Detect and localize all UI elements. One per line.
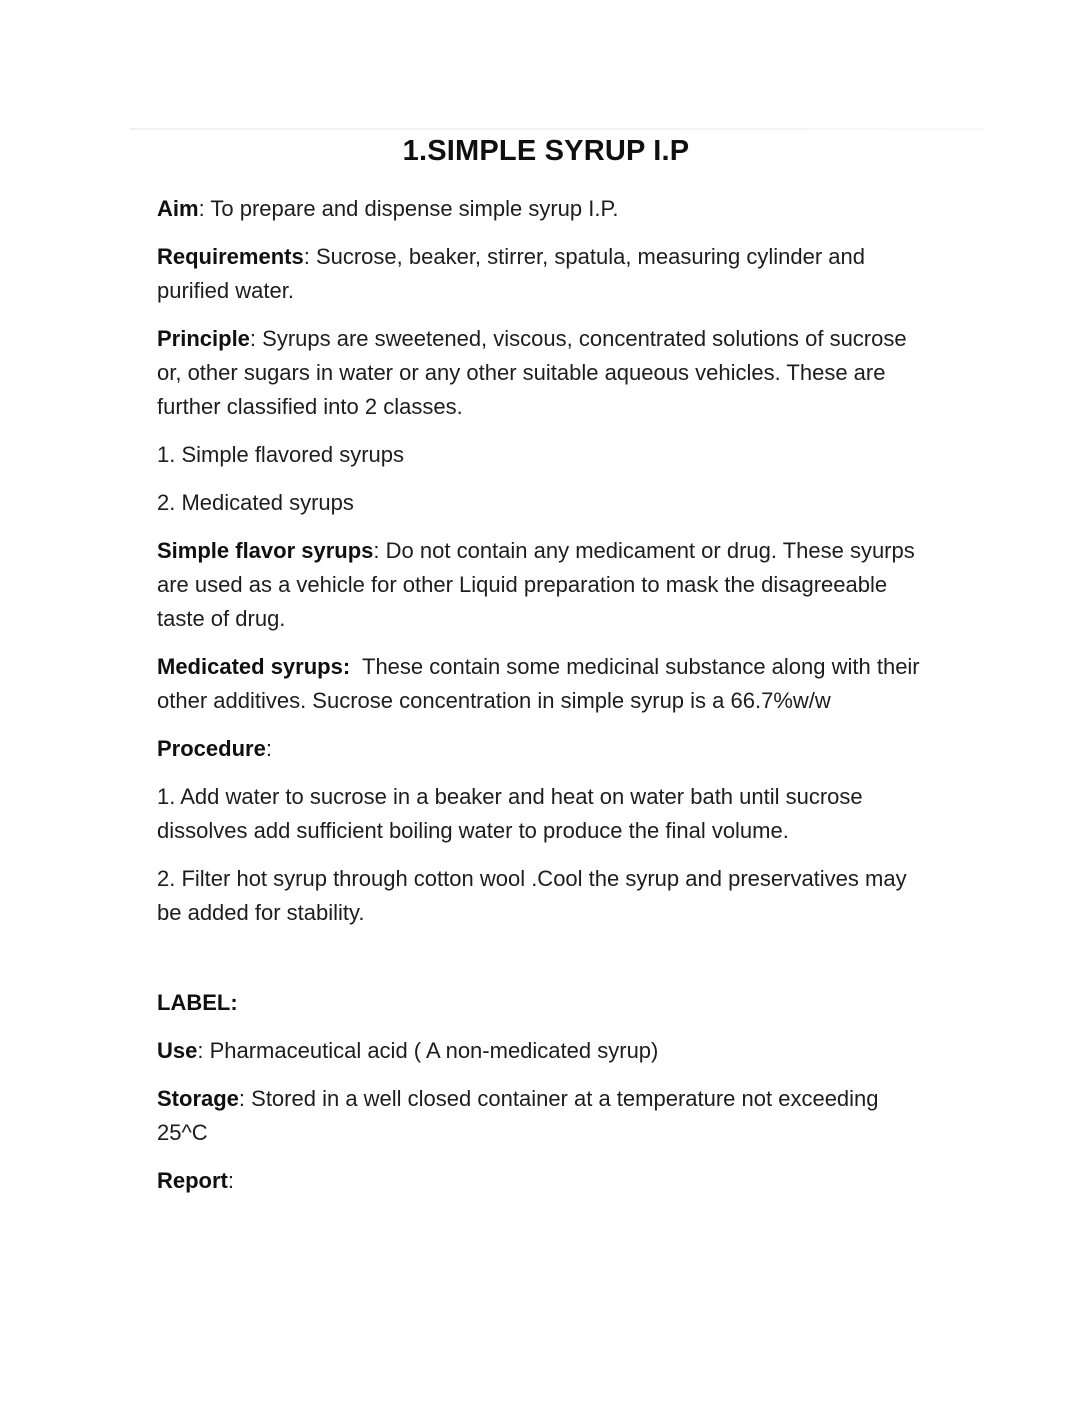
scan-top-edge-divider	[130, 128, 983, 130]
paragraph-medicated-syrups-label: Medicated syrups:	[157, 654, 351, 679]
paragraph-procedure-label: Procedure	[157, 736, 266, 761]
paragraph-procedure-colon: :	[265, 736, 272, 761]
paragraph-requirements-label: Requirements	[157, 244, 304, 269]
paragraph-principle-text: : Syrups are sweetened, viscous, concentrated solutions of sucrose or, other sugars in water or any other suitable aqueous vehicles. These are further classified into 2 classes.	[157, 326, 913, 419]
paragraph-aim-label: Aim	[157, 196, 199, 221]
procedure-step-1-text: 1. Add water to sucrose in a beaker and heat on water bath until sucrose dissolves add sufficient boiling water to produce the final volume.	[157, 784, 869, 843]
list-item-medicated-syrups	[157, 486, 935, 520]
list-item-simple-flavored-syrups-text: 1. Simple flavored syrups	[157, 442, 404, 467]
paragraph-storage	[157, 1082, 935, 1150]
document-title: 1.SIMPLE SYRUP I.P	[402, 135, 690, 167]
paragraph-label-heading	[157, 986, 935, 1020]
blank-line	[157, 944, 935, 986]
paragraph-simple-flavor-syrups	[157, 534, 935, 636]
paragraph-principle	[157, 322, 935, 424]
paragraph-aim-text: : To prepare and dispense simple syrup I.P.	[198, 196, 619, 221]
list-item-medicated-syrups-text: 2. Medicated syrups	[157, 490, 354, 515]
paragraph-simple-flavor-syrups-text: : Do not contain any medicament or drug. These syurps are used as a vehicle for other Liquid preparation to mask the disagreeable taste of drug.	[157, 538, 921, 631]
paragraph-report-label: Report	[157, 1168, 228, 1193]
paragraph-medicated-syrups-text: These contain some medicinal substance along with their other additives. Sucrose concentration in simple syrup is a 66.7%w/w	[157, 654, 926, 713]
procedure-step-2-text: 2. Filter hot syrup through cotton wool .Cool the syrup and preservatives may be added for stability.	[157, 866, 913, 925]
paragraph-use-text: : Pharmaceutical acid ( A non-medicated syrup)	[197, 1038, 659, 1063]
procedure-step-2	[157, 862, 935, 930]
paragraph-label-heading-text: LABEL:	[157, 990, 238, 1015]
paragraph-principle-label: Principle	[157, 326, 250, 351]
paragraph-report	[157, 1164, 935, 1198]
procedure-step-1	[157, 780, 935, 848]
list-item-simple-flavored-syrups	[157, 438, 935, 472]
paragraph-medicated-syrups	[157, 650, 935, 718]
paragraph-requirements-text: : Sucrose, beaker, stirrer, spatula, measuring cylinder and purified water.	[157, 244, 872, 303]
paragraph-report-colon: :	[227, 1168, 235, 1193]
paragraph-procedure-heading	[157, 732, 935, 766]
paragraph-requirements	[157, 240, 935, 308]
paragraph-aim	[157, 192, 935, 226]
paragraph-use	[157, 1034, 935, 1068]
paragraph-storage-text: : Stored in a well closed container at a temperature not exceeding 25^C	[157, 1086, 885, 1145]
paragraph-use-label: Use	[157, 1038, 198, 1063]
document-content	[157, 134, 935, 1212]
paragraph-storage-label: Storage	[157, 1086, 239, 1111]
paragraph-simple-flavor-syrups-label: Simple flavor syrups	[157, 538, 374, 563]
